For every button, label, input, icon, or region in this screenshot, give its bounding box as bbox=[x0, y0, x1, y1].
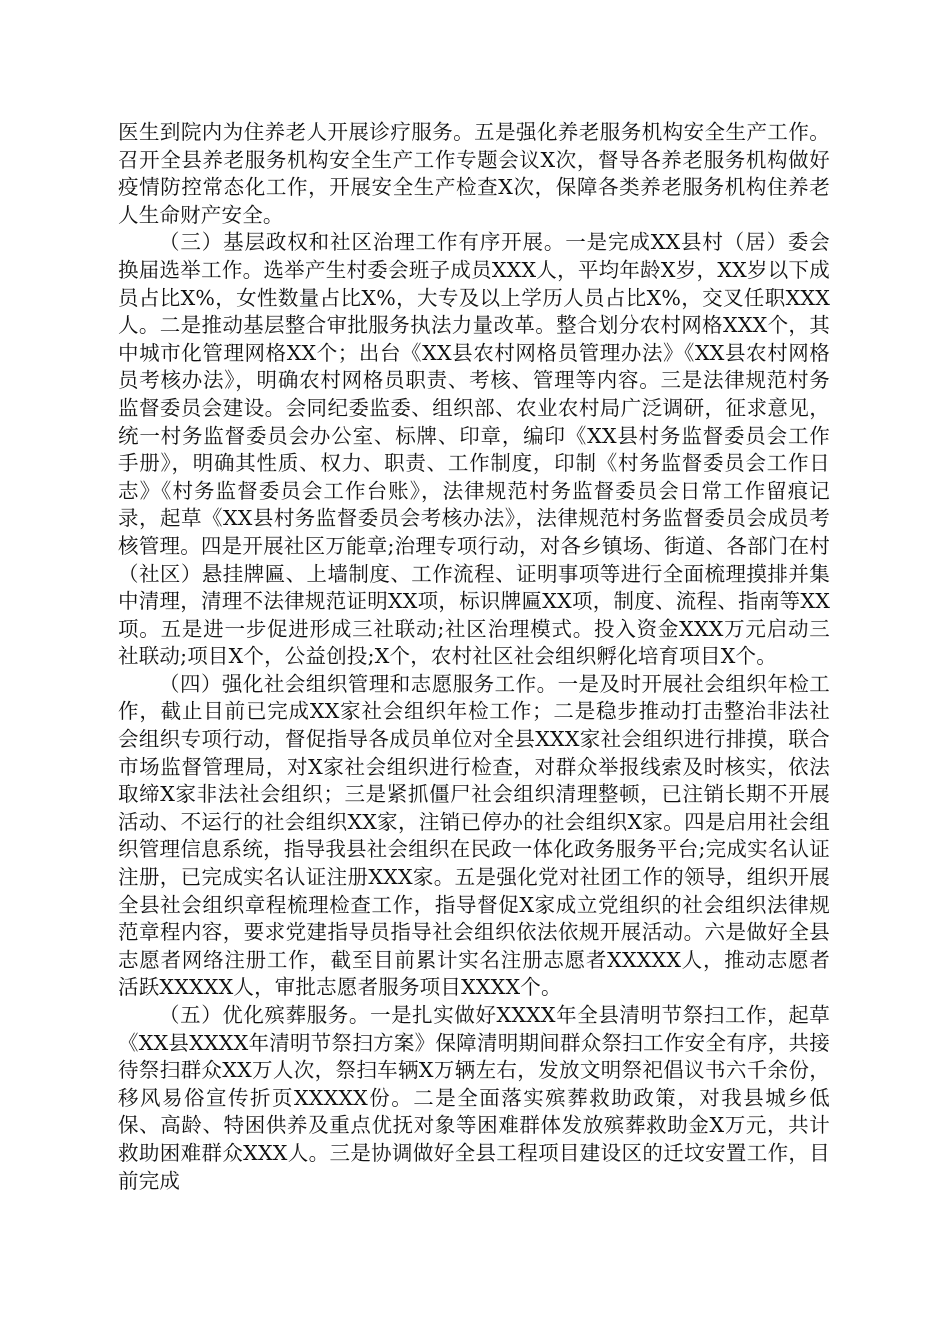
paragraph-section-5: （五）优化殡葬服务。一是扎实做好XXXX年全县清明节祭扫工作，起草《XX县XXXX年清明节祭扫方案》保障清明期间群众祭扫工作安全有序，共接待祭扫群众XX万人次，祭扫车辆X万辆左右，发放文明祭祀倡议书六千余份，移风易俗宣传折页XXXXX份。二是全面落实殡葬救助政策，对我县城乡低保、高龄、特困供养及重点优抚对象等困难群体发放殡葬救助金X万元，共计救助困难群众XXX人。三是协调做好全县工程项目建设区的迁坟安置工作，目前完成 bbox=[118, 1003, 830, 1193]
paragraph-section-4: （四）强化社会组织管理和志愿服务工作。一是及时开展社会组织年检工作，截止目前已完成XX家社会组织年检工作；二是稳步推动打击整治非法社会组织专项行动，督促指导各成员单位对全县XXX家社会组织进行排摸，联合市场监督管理局，对X家社会组织进行检查，对群众举报线索及时核实，依法取缔X家非法社会组织；三是紧抓僵尸社会组织清理整顿，已注销长期不开展活动、不运行的社会组织XX家，注销已停办的社会组织X家。四是启用社会组织管理信息系统，指导我县社会组织在民政一体化政务服务平台;完成实名认证注册，已完成实名认证注册XXX家。五是强化党对社团工作的领导，组织开展全县社会组织章程梳理检查工作，指导督促X家成立党组织的社会组织法律规范章程内容，要求党建指导员指导社会组织依法依规开展活动。六是做好全县志愿者网络注册工作，截至目前累计实名注册志愿者XXXXX人，推动志愿者活跃XXXXX人，审批志愿者服务项目XXXX个。 bbox=[118, 671, 830, 1000]
paragraph-section-3: （三）基层政权和社区治理工作有序开展。一是完成XX县村（居）委会换届选举工作。选举产生村委会班子成员XXX人，平均年龄X岁，XX岁以下成员占比X%，女性数量占比X%，大专及以上学历人员占比X%，交叉任职XXX人。二是推动基层整合审批服务执法力量改革。整合划分农村网格XXX个，其中城市化管理网格XX个；出台《XX县农村网格员管理办法》《XX县农村网格员考核办法》，明确农村网格员职责、考核、管理等内容。三是法律规范村务监督委员会建设。会同纪委监委、组织部、农业农村局广泛调研，征求意见，统一村务监督委员会办公室、标牌、印章，编印《XX县村务监督委员会工作手册》，明确其性质、权力、职责、工作制度，印制《村务监督委员会工作日志》《村务监督委员会工作台账》，法律规范村务监督委员会日常工作留痕记录，起草《XX县村务监督委员会考核办法》，法律规范村务监督委员会成员考核管理。四是开展社区万能章;治理专项行动，对各乡镇场、街道、各部门在村（社区）悬挂牌匾、上墙制度、工作流程、证明事项等进行全面梳理摸排并集中清理，清理不法律规范证明XX项，标识牌匾XX项，制度、流程、指南等XX项。五是进一步促进形成三社联动;社区治理模式。投入资金XXX万元启动三社联动;项目X个，公益创投;X个，农村社区社会组织孵化培育项目X个。 bbox=[118, 230, 830, 669]
paragraph-continuation: 医生到院内为住养老人开展诊疗服务。五是强化养老服务机构安全生产工作。召开全县养老服务机构安全生产工作专题会议X次，督导各养老服务机构做好疫情防控常态化工作，开展安全生产检查X次，保障各类养老服务机构住养老人生命财产安全。 bbox=[118, 120, 830, 227]
document-body bbox=[118, 119, 830, 1195]
